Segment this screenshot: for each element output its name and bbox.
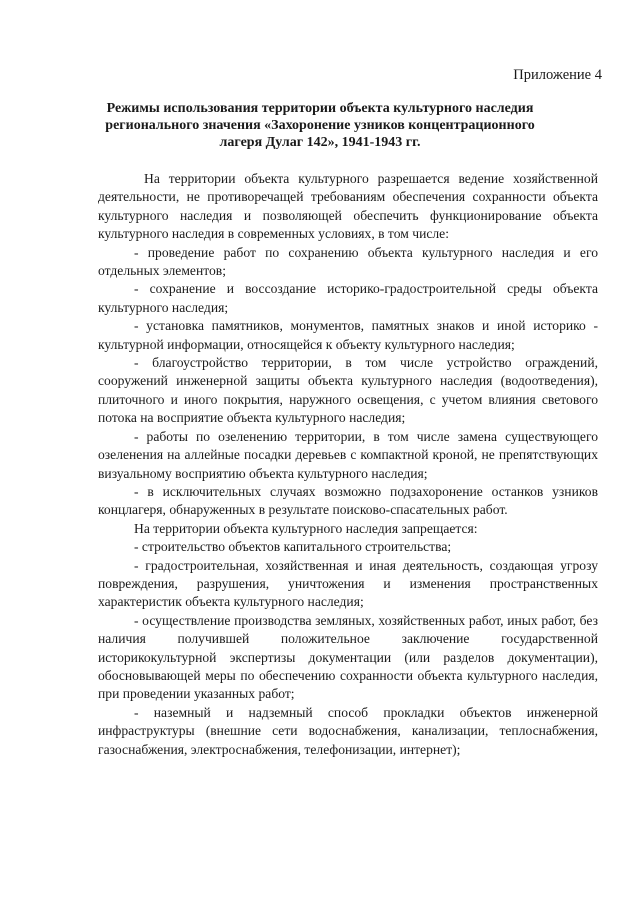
appendix-label: Приложение 4 <box>513 67 602 83</box>
paragraph-item: - наземный и надземный способ прокладки объектов инженерной инфраструктуры (внешние сети водоснабжения, канализации, теплоснабжения, газоснабжения, электроснабжения, телефонизации, интернет); <box>98 704 598 757</box>
paragraph-item: - работы по озеленению территории, в том числе замена существующего озеленения на аллейные посадки деревьев с компактной кроной, не препятствующих визуальному восприятию объекта культурного наследия; <box>98 428 598 481</box>
paragraph-item: - в исключительных случаях возможно подзахоронение останков узников концлагеря, обнаруженных в результате поисково-спасательных работ. <box>98 483 598 518</box>
document-body <box>98 170 598 759</box>
paragraph-item: - проведение работ по сохранению объекта культурного наследия и его отдельных элементов; <box>98 244 598 279</box>
paragraph-item: - осуществление производства земляных, хозяйственных работ, иных работ, без наличия получившей положительное заключение государственной историкокультурной экспертизы документации (или разделов документации), обосновывающей меры по обеспечению сохранности объекта культурного наследия, при проведении указанных работ; <box>98 612 598 702</box>
paragraph-item: - строительство объектов капитального строительства; <box>134 539 452 555</box>
document-title: Режимы использования территории объекта культурного наследия регионального значения «Захоронение узников концентрационного лагеря Дулаг 142», 1941-1943 гг. <box>105 101 535 150</box>
paragraph-item: - благоустройство территории, в том числе устройство ограждений, сооружений инженерной защиты объекта культурного наследия (водоотведения), плиточного и иного покрытия, наружного освещения, с учетом влияния светового потока на восприятие объекта культурного наследия; <box>98 355 598 426</box>
paragraph-prohibited-intro: На территории объекта культурного наследия запрещается: <box>134 520 478 536</box>
paragraph-permitted-intro: На территории объекта культурного разрешается ведение хозяйственной деятельности, не противоречащей требованиям обеспечения сохранности объекта культурного наследия и позволяющей обеспечить функционирование объекта культурного наследия в современных условиях, в том числе: <box>98 171 598 242</box>
paragraph-item: - установка памятников, монументов, памятных знаков и иной историко - культурной информации, относящейся к объекту культурного наследия; <box>98 318 598 352</box>
paragraph-item: - градостроительная, хозяйственная и иная деятельность, создающая угрозу повреждения, разрушения, уничтожения и изменения пространственных характеристик объекта культурного наследия; <box>98 557 598 610</box>
paragraph-item: - сохранение и воссоздание историко-градостроительной среды объекта культурного наследия; <box>98 281 598 315</box>
